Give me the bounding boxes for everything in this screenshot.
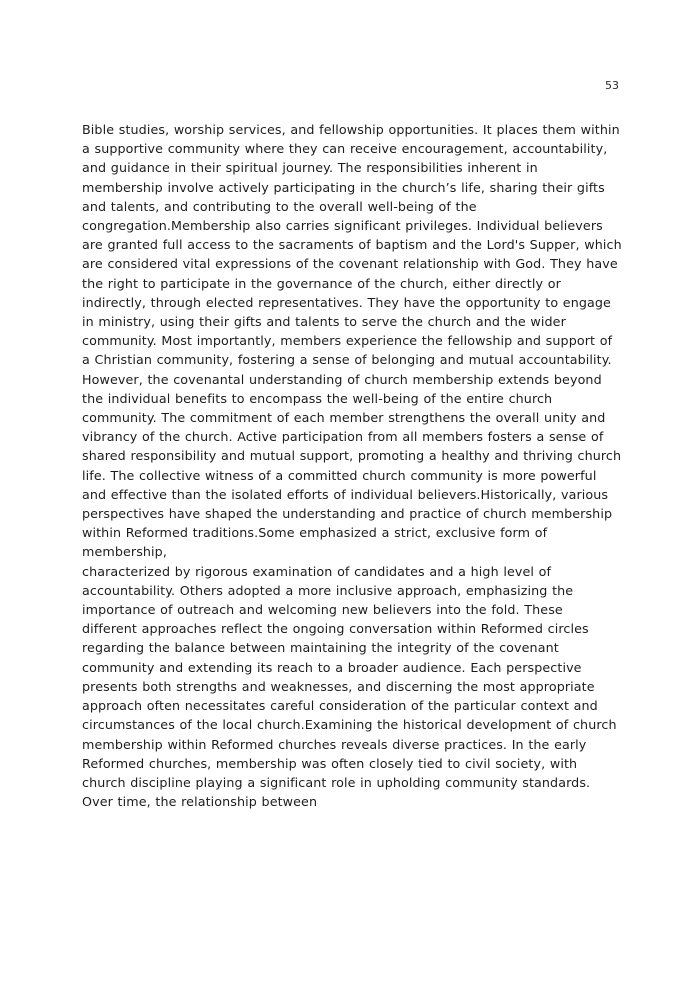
- page-number: 53: [605, 79, 619, 92]
- body-paragraph: However, the covenantal understanding of church membership extends beyond the individual benefits to encompass the well-being of the entire church community. The commitment of each member strengthens the overall unity and vibrancy of the church. Active participation from all members fosters a sense of shared responsibility and mutual support, promoting a healthy and thriving church life. The collective witness of a committed church community is more powerful and effective than the isolated efforts of individual believers.Historically, various perspectives have shaped the understanding and practice of church membership within Reformed traditions.Some emphasized a strict, exclusive form of membership,: [82, 371, 622, 560]
- body-paragraph: characterized by rigorous examination of candidates and a high level of accountability. Others adopted a more inclusive approach, emphasizing the importance of outreach and welcoming new believers into the fold. These different approaches reflect the ongoing conversation within Reformed circles regarding the balance between maintaining the integrity of the covenant community and extending its reach to a broader audience. Each perspective presents both strengths and weaknesses, and discerning the most appropriate approach often necessitates careful consideration of the particular context and circumstances of the local church.Examining the historical development of church membership within Reformed churches reveals diverse practices. In the early Reformed churches, membership was often closely tied to civil society, with church discipline playing a significant role in upholding community standards. Over time, the relationship between: [82, 563, 617, 810]
- page-body: [82, 120, 622, 811]
- body-paragraph: Bible studies, worship services, and fellowship opportunities. It places them within a supportive community where they can receive encouragement, accountability, and guidance in their spiritual journey. The responsibilities inherent in membership involve actively participating in the church’s life, sharing their gifts and talents, and contributing to the overall well-being of the congregation.Membership also carries significant privileges. Individual believers are granted full access to the sacraments of baptism and the Lord's Supper, which are considered vital expressions of the covenant relationship with God. They have the right to participate in the governance of the church, either directly or indirectly, through elected representatives. They have the opportunity to engage in ministry, using their gifts and talents to serve the church and the wider community. Most importantly, members experience the fellowship and support of a Christian community, fostering a sense of belonging and mutual accountability.: [82, 122, 622, 368]
